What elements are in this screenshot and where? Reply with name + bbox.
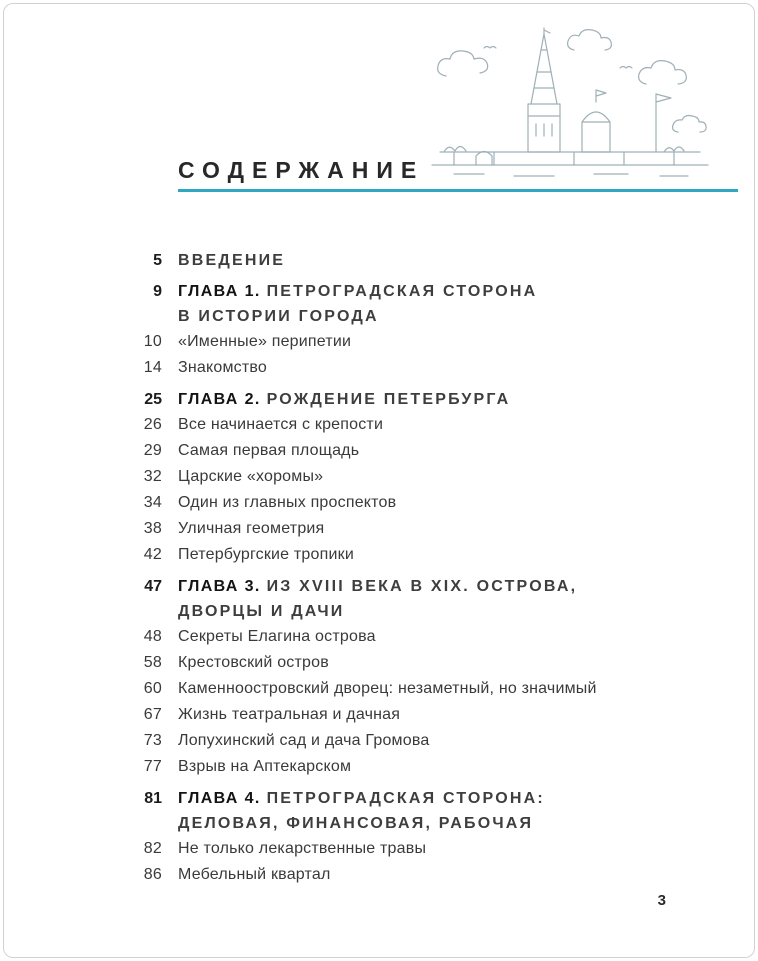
toc-section xyxy=(120,574,700,780)
chapter-page-number: 9 xyxy=(153,283,162,300)
toc-entry-row xyxy=(120,438,700,464)
accent-rule xyxy=(178,189,738,192)
toc-section xyxy=(120,279,700,381)
toc-entry-row xyxy=(120,836,700,862)
entry-page-number: 42 xyxy=(143,546,162,563)
chapter-page-number: 5 xyxy=(153,252,162,269)
chapter-title-line: ДВОРЦЫ И ДАЧИ xyxy=(178,603,345,620)
entry-label: Уличная геометрия xyxy=(178,520,325,537)
chapter-page-number: 25 xyxy=(144,391,162,408)
entry-label: Один из главных проспектов xyxy=(178,494,397,511)
chapter-page-number: 81 xyxy=(144,790,162,807)
toc-entry-row xyxy=(120,650,700,676)
toc-list xyxy=(120,248,700,888)
entry-page-number: 58 xyxy=(143,654,162,671)
chapter-title-line: ДЕЛОВАЯ, ФИНАНСОВАЯ, РАБОЧАЯ xyxy=(178,815,534,832)
entry-page-number: 77 xyxy=(143,758,162,775)
entry-label: Взрыв на Аптекарском xyxy=(178,758,352,775)
entry-page-number: 86 xyxy=(143,866,162,883)
toc-entry-row xyxy=(120,754,700,780)
entry-page-number: 73 xyxy=(143,732,162,749)
toc-entry-row xyxy=(120,542,700,568)
chapter-label: ГЛАВА 1. xyxy=(178,283,267,300)
chapter-page-number: 47 xyxy=(144,578,162,595)
entry-page-number: 10 xyxy=(143,333,162,350)
entry-page-number: 48 xyxy=(143,628,162,645)
toc-section xyxy=(120,786,700,888)
chapter-heading-row xyxy=(120,811,700,836)
chapter-heading-row xyxy=(120,248,700,273)
peter-paul-fortress-sketch-icon xyxy=(424,24,716,188)
entry-label: Крестовский остров xyxy=(178,654,329,671)
entry-page-number: 38 xyxy=(143,520,162,537)
toc-entry-row xyxy=(120,355,700,381)
toc-entry-row xyxy=(120,412,700,438)
chapter-label: ГЛАВА 2. xyxy=(178,391,267,408)
toc-entry-row xyxy=(120,676,700,702)
fortress-illustration xyxy=(424,24,716,188)
entry-page-number: 32 xyxy=(143,468,162,485)
toc-entry-row xyxy=(120,702,700,728)
toc-entry-row xyxy=(120,728,700,754)
entry-page-number: 29 xyxy=(143,442,162,459)
entry-label: Все начинается с крепости xyxy=(178,416,384,433)
chapter-title-line: В ИСТОРИИ ГОРОДА xyxy=(178,308,379,325)
toc-section xyxy=(120,248,700,273)
entry-label: Жизнь театральная и дачная xyxy=(178,706,401,723)
entry-label: Петербургские тропики xyxy=(178,546,354,563)
toc-entry-row xyxy=(120,490,700,516)
entry-page-number: 60 xyxy=(143,680,162,697)
chapter-heading-row xyxy=(120,387,700,412)
entry-page-number: 34 xyxy=(143,494,162,511)
chapter-title-line: ГЛАВА 3. ИЗ XVIII ВЕКА В XIX. ОСТРОВА, xyxy=(178,578,578,595)
chapter-heading-row xyxy=(120,599,700,624)
entry-label: Мебельный квартал xyxy=(178,866,331,883)
contents-title: СОДЕРЖАНИЕ xyxy=(178,157,425,183)
entry-label: «Именные» перипетии xyxy=(178,333,352,350)
toc-entry-row xyxy=(120,862,700,888)
chapter-title-line: ВВЕДЕНИЕ xyxy=(178,252,286,269)
chapter-heading-row xyxy=(120,574,700,599)
toc-section xyxy=(120,387,700,568)
chapter-label: ГЛАВА 3. xyxy=(178,578,267,595)
toc-entry-row xyxy=(120,516,700,542)
entry-label: Царские «хоромы» xyxy=(178,468,324,485)
entry-page-number: 67 xyxy=(143,706,162,723)
page-number: 3 xyxy=(657,892,666,909)
chapter-label: ГЛАВА 4. xyxy=(178,790,267,807)
toc-entry-row xyxy=(120,624,700,650)
entry-page-number: 26 xyxy=(143,416,162,433)
chapter-heading-row xyxy=(120,279,700,304)
entry-label: Секреты Елагина острова xyxy=(178,628,376,645)
entry-label: Самая первая площадь xyxy=(178,442,360,459)
entry-label: Каменноостровский дворец: незаметный, но значимый xyxy=(178,680,597,697)
entry-label: Лопухинский сад и дача Громова xyxy=(178,732,430,749)
entry-page-number: 14 xyxy=(143,359,162,376)
toc-entry-row xyxy=(120,329,700,355)
chapter-title-line: ГЛАВА 4. ПЕТРОГРАДСКАЯ СТОРОНА: xyxy=(178,790,545,807)
chapter-title-line: ГЛАВА 2. РОЖДЕНИЕ ПЕТЕРБУРГА xyxy=(178,391,511,408)
entry-label: Не только лекарственные травы xyxy=(178,840,427,857)
chapter-heading-row xyxy=(120,786,700,811)
entry-page-number: 82 xyxy=(143,840,162,857)
chapter-title-line: ГЛАВА 1. ПЕТРОГРАДСКАЯ СТОРОНА xyxy=(178,283,538,300)
chapter-heading-row xyxy=(120,304,700,329)
entry-label: Знакомство xyxy=(178,359,268,376)
toc-entry-row xyxy=(120,464,700,490)
